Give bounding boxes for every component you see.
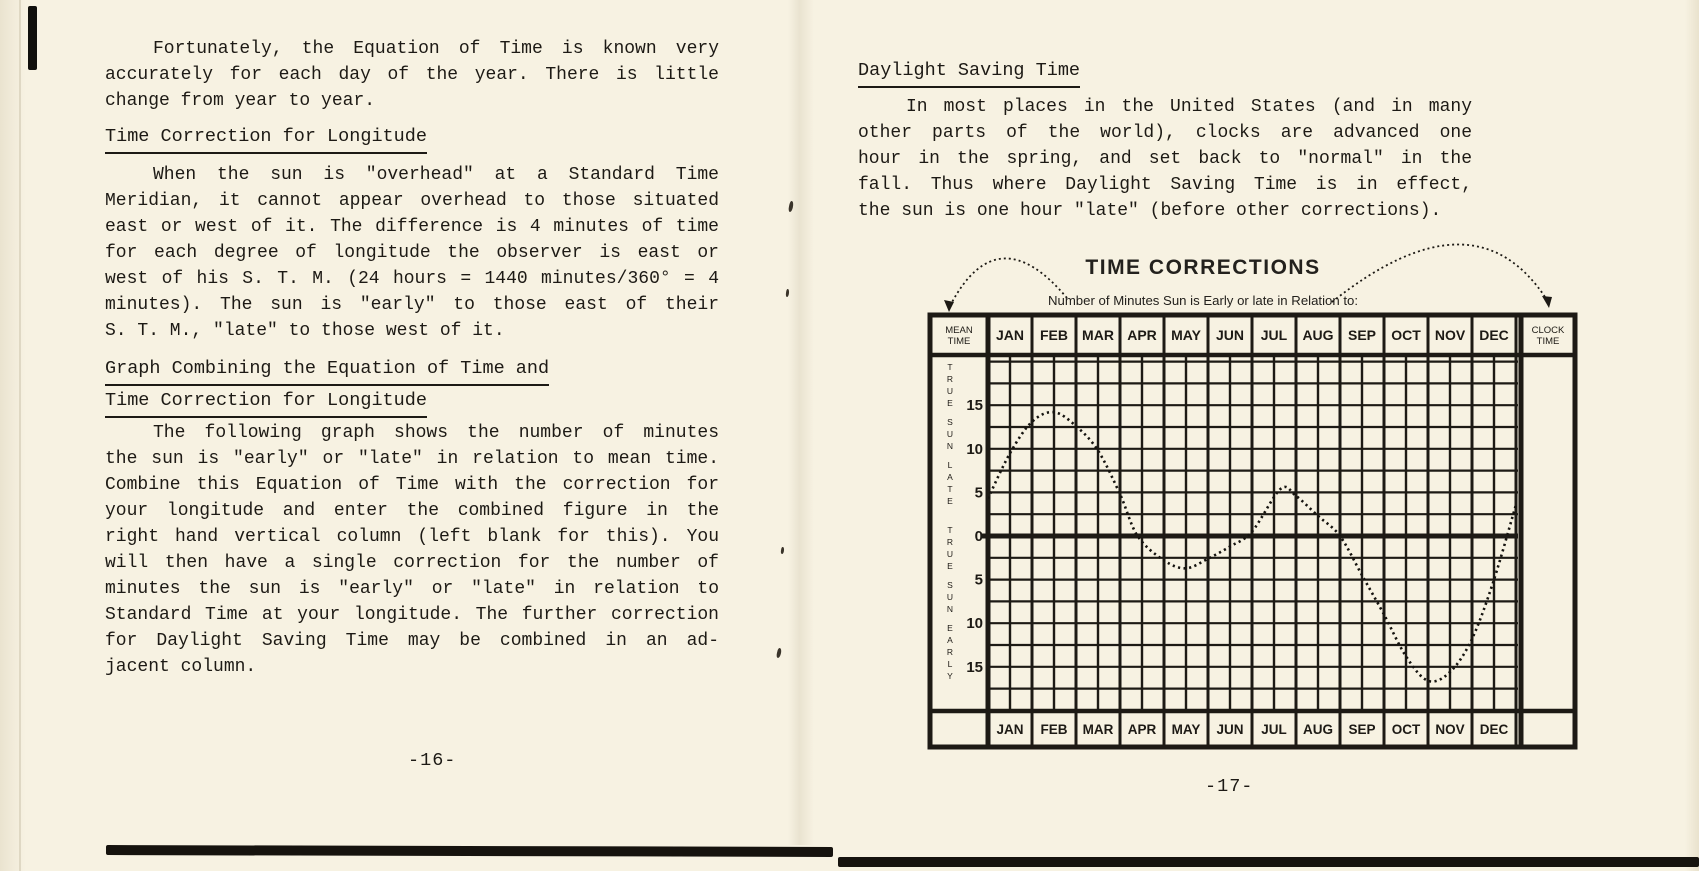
month-label: FEB (1040, 327, 1068, 343)
svg-text:U: U (946, 549, 954, 559)
text-line: Combine this Equation of Time with the correction for (105, 475, 719, 495)
svg-text:T: T (947, 362, 953, 372)
month-label: FEB (1040, 722, 1068, 737)
text-line: accurately for each day of the year. There is little (105, 65, 719, 85)
book-gutter-shadow (788, 0, 814, 845)
text-line: will then have a single correction for the number of (105, 553, 719, 573)
text-line: your longitude and enter the combined figure in the (105, 501, 719, 521)
text-line: Standard Time at your longitude. The further correction (105, 605, 719, 625)
page-bottom-edge (106, 845, 833, 857)
left-paragraph-3 (105, 420, 719, 680)
svg-text:U: U (946, 592, 954, 602)
svg-text:S: S (947, 417, 953, 427)
month-label: JAN (996, 722, 1024, 737)
text-line: for each degree of longitude the observer is east or (105, 243, 719, 263)
page-number-right: -17- (1205, 776, 1254, 797)
text-line: hour in the spring, and set back to "normal" in the (858, 149, 1472, 169)
right-heading (858, 56, 1080, 88)
text-line: east or west of it. The difference is 4 minutes of time (105, 217, 719, 237)
month-label: MAY (1171, 722, 1201, 737)
scan-speck (776, 648, 782, 659)
left-heading-1 (105, 122, 427, 154)
svg-text:5: 5 (974, 484, 983, 502)
left-heading-2 (105, 354, 549, 418)
svg-text:E: E (947, 561, 953, 571)
svg-text:10: 10 (966, 440, 983, 458)
month-label: JUN (1216, 722, 1244, 737)
month-label: APR (1127, 327, 1157, 343)
svg-text:A: A (947, 635, 953, 645)
svg-text:MEAN: MEAN (945, 325, 973, 336)
svg-text:E: E (947, 623, 953, 633)
text-line: minutes the sun is "early" or "late" in relation to (105, 579, 719, 599)
svg-text:15: 15 (966, 397, 983, 415)
text-line: Meridian, it cannot appear overhead to those situated (105, 191, 719, 211)
svg-text:TIME: TIME (1536, 336, 1560, 347)
month-label: NOV (1434, 327, 1466, 343)
svg-text:R: R (946, 374, 954, 384)
month-label: APR (1127, 722, 1157, 737)
svg-text:A: A (947, 472, 953, 482)
month-label: SEP (1347, 327, 1377, 343)
text-line: west of his S. T. M. (24 hours = 1440 minutes/360° = 4 (105, 269, 719, 289)
svg-text:S: S (947, 580, 953, 590)
svg-text:T: T (947, 484, 953, 494)
right-paragraph-1 (858, 94, 1472, 224)
svg-text:0: 0 (974, 528, 983, 545)
page-bottom-edge (838, 857, 1699, 867)
month-label: JAN (995, 327, 1025, 343)
text-line: In most places in the United States (and in many (906, 97, 1472, 117)
text-line: other parts of the world), clocks are advanced one (858, 123, 1472, 143)
svg-text:CLOCK: CLOCK (1531, 325, 1565, 336)
svg-text:E: E (947, 496, 953, 506)
text-line: right hand vertical column (left blank for this). You (105, 527, 719, 547)
month-label: OCT (1391, 722, 1421, 737)
month-label: MAR (1082, 722, 1114, 737)
text-line: the sun is "early" or "late" in relation to mean time. (105, 449, 719, 469)
svg-text:U: U (946, 429, 954, 439)
chart-axis-labels (947, 362, 983, 681)
chart-subtitle: Number of Minutes Sun is Early or late in Relation to: (1047, 293, 1359, 308)
text-line: for Daylight Saving Time may be combined in an ad- (105, 631, 719, 651)
svg-text:R: R (946, 647, 954, 657)
svg-text:N: N (946, 441, 954, 451)
svg-text:10: 10 (966, 615, 983, 633)
text-line: Fortunately, the Equation of Time is known very (153, 39, 719, 59)
month-label: JUL (1260, 327, 1288, 343)
svg-text:L: L (947, 659, 953, 669)
svg-text:15: 15 (966, 658, 983, 676)
svg-text:U: U (946, 386, 954, 396)
month-label: SEP (1348, 722, 1376, 737)
arrow-to-clock-time (1332, 244, 1547, 302)
text-line: Time Correction for Longitude (105, 386, 427, 418)
svg-text:N: N (946, 604, 954, 614)
svg-text:Y: Y (947, 671, 953, 681)
text-line: S. T. M., "late" to those west of it. (105, 321, 505, 341)
page-edge-line (19, 0, 21, 871)
svg-text:T: T (947, 525, 953, 535)
text-line: Graph Combining the Equation of Time and (105, 354, 549, 386)
text-line: fall. Thus where Daylight Saving Time is in effect, (858, 175, 1472, 195)
section-heading: Daylight Saving Time (858, 56, 1080, 88)
page-edge-left (0, 0, 26, 871)
page-number-left: -16- (408, 750, 457, 771)
text-line: the sun is one hour "late" (before other corrections). (858, 201, 1442, 221)
month-label: DEC (1479, 722, 1509, 737)
text-line: change from year to year. (105, 91, 376, 111)
time-corrections-svg (920, 228, 1582, 760)
month-label: DEC (1479, 327, 1509, 343)
text-line: When the sun is "overhead" at a Standard Time (153, 165, 719, 185)
svg-text:L: L (947, 460, 953, 470)
scan-speck (780, 547, 784, 554)
chart-title: TIME CORRECTIONS (1085, 256, 1321, 279)
text-line: minutes). The sun is "early" to those east of their (105, 295, 719, 315)
text-line: The following graph shows the number of minutes (153, 423, 719, 443)
month-label: MAR (1082, 327, 1114, 343)
page-edge-right (1685, 0, 1699, 871)
month-label: JUL (1261, 722, 1287, 737)
month-label: OCT (1391, 327, 1421, 343)
time-corrections-chart (920, 228, 1582, 760)
svg-text:TIME: TIME (947, 336, 971, 347)
month-label: AUG (1303, 722, 1333, 737)
left-paragraph-2 (105, 162, 719, 344)
svg-text:5: 5 (974, 571, 983, 589)
text-line: jacent column. (105, 657, 257, 677)
left-paragraph-1 (105, 36, 719, 114)
svg-text:R: R (946, 537, 954, 547)
month-label: NOV (1435, 722, 1465, 737)
month-label: JUN (1215, 327, 1245, 343)
month-label: MAY (1171, 327, 1201, 343)
section-heading: Time Correction for Longitude (105, 122, 427, 154)
svg-text:E: E (947, 398, 953, 408)
scan-artifact (28, 6, 37, 70)
month-label: AUG (1302, 327, 1334, 343)
